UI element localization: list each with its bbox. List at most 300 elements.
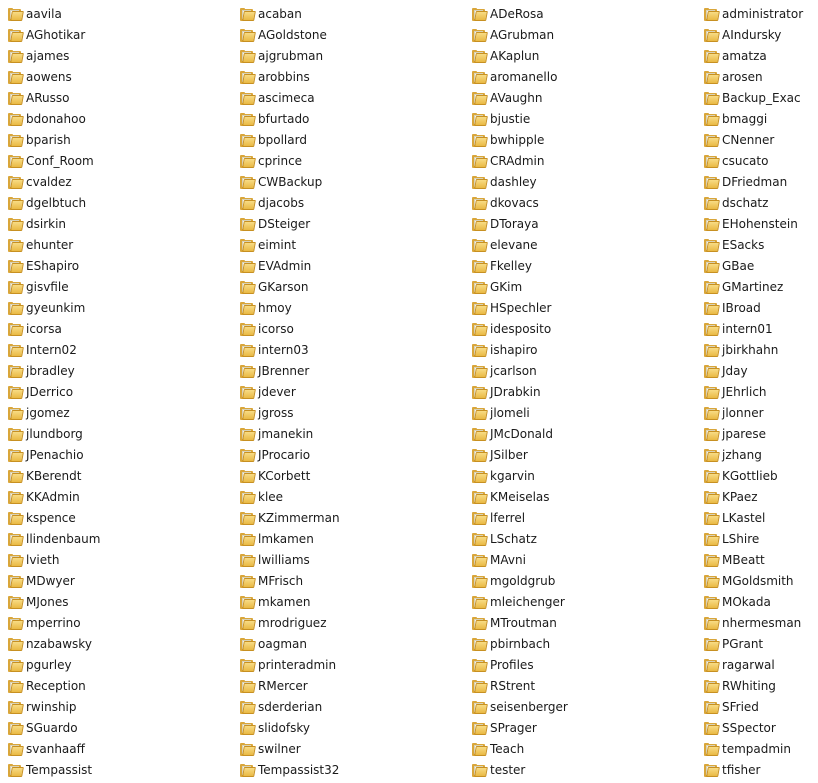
folder-label: klee <box>258 490 284 504</box>
folder-item[interactable] <box>464 529 696 550</box>
folder-icon <box>240 743 255 756</box>
folder-label: oagman <box>258 637 307 651</box>
folder-label: Intern02 <box>26 343 77 357</box>
folder-icon <box>8 239 23 252</box>
folder-label: ESacks <box>722 238 765 252</box>
folder-icon <box>8 155 23 168</box>
folder-label: GBae <box>722 259 755 273</box>
folder-item[interactable] <box>696 172 818 193</box>
folder-label: Jday <box>722 364 748 378</box>
folder-icon <box>8 638 23 651</box>
folder-item[interactable] <box>696 4 818 25</box>
folder-item[interactable] <box>232 214 464 235</box>
folder-icon <box>472 50 487 63</box>
folder-icon <box>472 8 487 21</box>
folder-item[interactable] <box>696 403 818 424</box>
folder-label: JBrenner <box>258 364 310 378</box>
folder-label: jlonner <box>722 406 764 420</box>
folder-icon <box>8 764 23 777</box>
folder-icon <box>704 659 719 672</box>
folder-item[interactable] <box>696 445 818 466</box>
folder-label: jgomez <box>26 406 70 420</box>
folder-item[interactable] <box>464 235 696 256</box>
folder-item[interactable] <box>0 424 232 445</box>
folder-icon <box>240 113 255 126</box>
folder-icon <box>8 659 23 672</box>
folder-label: GKarson <box>258 280 309 294</box>
folder-item[interactable] <box>232 550 464 571</box>
folder-item[interactable] <box>232 172 464 193</box>
folder-item[interactable] <box>0 151 232 172</box>
folder-item[interactable] <box>696 256 818 277</box>
folder-icon <box>704 71 719 84</box>
folder-label: Profiles <box>490 658 534 672</box>
folder-label: intern03 <box>258 343 309 357</box>
folder-label: cvaldez <box>26 175 72 189</box>
folder-label: gisvfile <box>26 280 69 294</box>
folder-item[interactable] <box>464 403 696 424</box>
folder-item[interactable] <box>464 214 696 235</box>
folder-icon <box>8 575 23 588</box>
folder-item[interactable] <box>0 382 232 403</box>
folder-item[interactable] <box>0 529 232 550</box>
folder-icon <box>240 260 255 273</box>
folder-icon <box>8 680 23 693</box>
folder-item[interactable] <box>464 718 696 739</box>
folder-icon <box>240 239 255 252</box>
folder-label: mkamen <box>258 595 311 609</box>
folder-item[interactable] <box>696 634 818 655</box>
folder-item[interactable] <box>464 46 696 67</box>
folder-icon <box>240 407 255 420</box>
folder-item[interactable] <box>0 109 232 130</box>
folder-item[interactable] <box>464 361 696 382</box>
folder-item[interactable] <box>0 466 232 487</box>
folder-item[interactable] <box>464 109 696 130</box>
folder-item[interactable] <box>696 214 818 235</box>
folder-item[interactable] <box>464 88 696 109</box>
folder-item[interactable] <box>696 361 818 382</box>
folder-icon <box>240 470 255 483</box>
folder-label: swilner <box>258 742 301 756</box>
folder-icon <box>240 302 255 315</box>
folder-icon <box>472 365 487 378</box>
folder-item[interactable] <box>696 571 818 592</box>
folder-item[interactable] <box>232 256 464 277</box>
folder-icon <box>704 743 719 756</box>
folder-icon <box>472 29 487 42</box>
folder-icon <box>704 575 719 588</box>
folder-item[interactable] <box>464 487 696 508</box>
folder-item[interactable] <box>696 340 818 361</box>
folder-item[interactable] <box>696 151 818 172</box>
folder-icon <box>472 113 487 126</box>
folder-label: JDerrico <box>26 385 74 399</box>
folder-item[interactable] <box>232 46 464 67</box>
folder-label: nhermesman <box>722 616 802 630</box>
folder-label: jdever <box>258 385 296 399</box>
folder-icon <box>472 134 487 147</box>
folder-item[interactable] <box>696 235 818 256</box>
folder-icon <box>8 344 23 357</box>
folder-item[interactable] <box>464 382 696 403</box>
folder-item[interactable] <box>464 172 696 193</box>
folder-item[interactable] <box>464 193 696 214</box>
folder-item[interactable] <box>232 760 464 781</box>
folder-label: icorso <box>258 322 294 336</box>
folder-label: AKaplun <box>490 49 540 63</box>
folder-label: PGrant <box>722 637 764 651</box>
folder-item[interactable] <box>464 256 696 277</box>
folder-label: elevane <box>490 238 538 252</box>
folder-item[interactable] <box>232 403 464 424</box>
folder-label: LShire <box>722 532 760 546</box>
folder-icon <box>240 8 255 21</box>
folder-item[interactable] <box>232 151 464 172</box>
folder-item[interactable] <box>464 739 696 760</box>
folder-item[interactable] <box>696 655 818 676</box>
folder-item[interactable] <box>232 634 464 655</box>
folder-icon <box>472 680 487 693</box>
folder-item[interactable] <box>0 172 232 193</box>
folder-label: SPrager <box>490 721 537 735</box>
folder-icon <box>472 575 487 588</box>
folder-item[interactable] <box>232 571 464 592</box>
folder-icon <box>472 533 487 546</box>
folder-item[interactable] <box>232 4 464 25</box>
folder-label: dkovacs <box>490 196 539 210</box>
folder-icon <box>8 596 23 609</box>
folder-item[interactable] <box>232 193 464 214</box>
folder-item[interactable] <box>464 634 696 655</box>
folder-icon <box>240 554 255 567</box>
folder-icon <box>8 29 23 42</box>
folder-label: jmanekin <box>258 427 314 441</box>
folder-item[interactable] <box>0 487 232 508</box>
folder-item[interactable] <box>464 508 696 529</box>
folder-label: mleichenger <box>490 595 565 609</box>
folder-item[interactable] <box>232 718 464 739</box>
folder-item[interactable] <box>464 760 696 781</box>
folder-item[interactable] <box>232 466 464 487</box>
folder-label: DSteiger <box>258 217 311 231</box>
folder-label: GMartinez <box>722 280 784 294</box>
folder-item[interactable] <box>0 235 232 256</box>
folder-item[interactable] <box>696 88 818 109</box>
folder-label: AGrubman <box>490 28 555 42</box>
folder-icon <box>240 617 255 630</box>
folder-icon <box>8 281 23 294</box>
folder-label: ajames <box>26 49 70 63</box>
folder-item[interactable] <box>232 655 464 676</box>
folder-item[interactable] <box>0 277 232 298</box>
folder-item[interactable] <box>232 613 464 634</box>
folder-label: DToraya <box>490 217 539 231</box>
folder-item[interactable] <box>696 424 818 445</box>
folder-label: seisenberger <box>490 700 568 714</box>
folder-label: DFriedman <box>722 175 788 189</box>
folder-label: ragarwal <box>722 658 775 672</box>
folder-item[interactable] <box>0 571 232 592</box>
folder-label: lwilliams <box>258 553 310 567</box>
folder-item[interactable] <box>0 508 232 529</box>
folder-item[interactable] <box>0 739 232 760</box>
folder-label: nzabawsky <box>26 637 92 651</box>
folder-item[interactable] <box>232 508 464 529</box>
folder-label: tfisher <box>722 763 761 777</box>
folder-item[interactable] <box>696 25 818 46</box>
folder-item[interactable] <box>696 529 818 550</box>
folder-item[interactable] <box>0 697 232 718</box>
folder-item[interactable] <box>464 298 696 319</box>
folder-label: Conf_Room <box>26 154 94 168</box>
folder-item[interactable] <box>0 67 232 88</box>
folder-icon <box>240 533 255 546</box>
folder-item[interactable] <box>232 277 464 298</box>
folder-label: bmaggi <box>722 112 768 126</box>
folder-item[interactable] <box>0 550 232 571</box>
folder-icon <box>8 365 23 378</box>
folder-icon <box>240 92 255 105</box>
folder-item[interactable] <box>232 298 464 319</box>
folder-label: acaban <box>258 7 302 21</box>
folder-item[interactable] <box>0 592 232 613</box>
folder-label: LKastel <box>722 511 766 525</box>
folder-item[interactable] <box>464 445 696 466</box>
folder-item[interactable] <box>0 88 232 109</box>
folder-icon <box>8 176 23 189</box>
folder-item[interactable] <box>0 760 232 781</box>
folder-item[interactable] <box>0 718 232 739</box>
folder-label: jcarlson <box>490 364 537 378</box>
folder-label: bpollard <box>258 133 307 147</box>
folder-item[interactable] <box>696 382 818 403</box>
folder-icon <box>704 512 719 525</box>
folder-item[interactable] <box>464 67 696 88</box>
folder-item[interactable] <box>0 403 232 424</box>
folder-item[interactable] <box>0 634 232 655</box>
folder-item[interactable] <box>0 256 232 277</box>
folder-label: EHohenstein <box>722 217 798 231</box>
folder-item[interactable] <box>464 319 696 340</box>
folder-item[interactable] <box>696 193 818 214</box>
folder-icon <box>8 470 23 483</box>
folder-item[interactable] <box>696 67 818 88</box>
folder-icon <box>704 554 719 567</box>
folder-item[interactable] <box>696 466 818 487</box>
folder-item[interactable] <box>232 529 464 550</box>
folder-label: CNenner <box>722 133 775 147</box>
folder-icon <box>240 701 255 714</box>
folder-item[interactable] <box>696 697 818 718</box>
folder-item[interactable] <box>696 613 818 634</box>
folder-label: JSilber <box>490 448 528 462</box>
folder-icon <box>472 302 487 315</box>
folder-label: hmoy <box>258 301 292 315</box>
folder-item[interactable] <box>696 277 818 298</box>
folder-icon <box>240 491 255 504</box>
folder-item[interactable] <box>696 319 818 340</box>
folder-label: IBroad <box>722 301 761 315</box>
folder-item[interactable] <box>464 466 696 487</box>
folder-icon <box>240 218 255 231</box>
folder-icon <box>472 218 487 231</box>
folder-label: dashley <box>490 175 537 189</box>
folder-icon <box>8 386 23 399</box>
folder-label: JProcario <box>258 448 311 462</box>
folder-item[interactable] <box>0 4 232 25</box>
folder-item[interactable] <box>232 445 464 466</box>
folder-item[interactable] <box>232 319 464 340</box>
folder-item[interactable] <box>232 739 464 760</box>
folder-icon <box>704 596 719 609</box>
folder-item[interactable] <box>232 130 464 151</box>
folder-item[interactable] <box>696 487 818 508</box>
folder-label: pbirnbach <box>490 637 551 651</box>
folder-icon <box>704 113 719 126</box>
folder-item[interactable] <box>232 487 464 508</box>
folder-item[interactable] <box>232 109 464 130</box>
folder-item[interactable] <box>696 592 818 613</box>
folder-label: aowens <box>26 70 72 84</box>
folder-icon <box>472 155 487 168</box>
folder-item[interactable] <box>696 760 818 781</box>
folder-icon <box>240 176 255 189</box>
folder-label: Tempassist <box>26 763 93 777</box>
folder-icon <box>8 491 23 504</box>
folder-label: KBerendt <box>26 469 82 483</box>
folder-item[interactable] <box>232 676 464 697</box>
folder-icon <box>240 764 255 777</box>
folder-item[interactable] <box>0 130 232 151</box>
folder-label: JPenachio <box>26 448 84 462</box>
folder-item[interactable] <box>696 298 818 319</box>
folder-icon <box>472 701 487 714</box>
folder-label: KCorbett <box>258 469 311 483</box>
folder-item[interactable] <box>464 4 696 25</box>
folder-icon <box>472 617 487 630</box>
folder-label: dschatz <box>722 196 769 210</box>
folder-icon <box>472 428 487 441</box>
folder-item[interactable] <box>232 235 464 256</box>
folder-item[interactable] <box>696 508 818 529</box>
folder-item[interactable] <box>696 550 818 571</box>
folder-item[interactable] <box>464 151 696 172</box>
folder-item[interactable] <box>464 676 696 697</box>
folder-icon <box>240 575 255 588</box>
folder-item[interactable] <box>0 655 232 676</box>
folder-item[interactable] <box>696 46 818 67</box>
folder-item[interactable] <box>0 676 232 697</box>
folder-item[interactable] <box>464 130 696 151</box>
folder-item[interactable] <box>464 613 696 634</box>
folder-item[interactable] <box>464 550 696 571</box>
folder-icon <box>704 92 719 105</box>
folder-icon <box>472 239 487 252</box>
folder-item[interactable] <box>232 382 464 403</box>
folder-item[interactable] <box>0 340 232 361</box>
folder-item[interactable] <box>696 676 818 697</box>
folder-item[interactable] <box>464 340 696 361</box>
folder-item[interactable] <box>0 613 232 634</box>
folder-label: pgurley <box>26 658 72 672</box>
folder-item[interactable] <box>232 25 464 46</box>
folder-label: MJones <box>26 595 69 609</box>
folder-item[interactable] <box>0 25 232 46</box>
folder-item[interactable] <box>0 193 232 214</box>
folder-label: Fkelley <box>490 259 532 273</box>
folder-item[interactable] <box>464 571 696 592</box>
folder-label: arosen <box>722 70 763 84</box>
folder-item[interactable] <box>232 340 464 361</box>
folder-item[interactable] <box>0 46 232 67</box>
folder-label: RStrent <box>490 679 536 693</box>
folder-item[interactable] <box>0 445 232 466</box>
folder-item[interactable] <box>464 424 696 445</box>
folder-label: mgoldgrub <box>490 574 556 588</box>
folder-item[interactable] <box>464 592 696 613</box>
folder-item[interactable] <box>464 277 696 298</box>
folder-icon <box>240 512 255 525</box>
folder-item[interactable] <box>696 109 818 130</box>
folder-label: KPaez <box>722 490 758 504</box>
folder-item[interactable] <box>464 697 696 718</box>
folder-item[interactable] <box>696 130 818 151</box>
folder-label: mperrino <box>26 616 81 630</box>
folder-icon <box>8 113 23 126</box>
folder-item[interactable] <box>464 655 696 676</box>
folder-item[interactable] <box>696 739 818 760</box>
folder-icon <box>472 386 487 399</box>
folder-item[interactable] <box>0 214 232 235</box>
folder-label: bparish <box>26 133 71 147</box>
folder-label: jbradley <box>26 364 75 378</box>
folder-label: GKim <box>490 280 523 294</box>
folder-item[interactable] <box>232 361 464 382</box>
folder-item[interactable] <box>0 298 232 319</box>
folder-icon <box>240 386 255 399</box>
folder-label: RMercer <box>258 679 308 693</box>
folder-icon <box>8 743 23 756</box>
folder-label: printeradmin <box>258 658 337 672</box>
folder-icon <box>8 134 23 147</box>
folder-item[interactable] <box>232 697 464 718</box>
folder-item[interactable] <box>0 361 232 382</box>
folder-label: ARusso <box>26 91 70 105</box>
folder-icon <box>704 365 719 378</box>
folder-label: ajgrubman <box>258 49 324 63</box>
folder-icon <box>472 512 487 525</box>
folder-item[interactable] <box>232 592 464 613</box>
folder-icon <box>240 722 255 735</box>
folder-label: aavila <box>26 7 62 21</box>
folder-icon <box>704 407 719 420</box>
folder-icon <box>472 71 487 84</box>
folder-item[interactable] <box>696 718 818 739</box>
folder-item[interactable] <box>232 88 464 109</box>
folder-item[interactable] <box>232 424 464 445</box>
folder-item[interactable] <box>464 25 696 46</box>
folder-label: administrator <box>722 7 804 21</box>
folder-label: RWhiting <box>722 679 776 693</box>
folder-icon <box>472 470 487 483</box>
folder-icon <box>704 533 719 546</box>
folder-item[interactable] <box>232 67 464 88</box>
folder-label: sderderian <box>258 700 323 714</box>
folder-item[interactable] <box>0 319 232 340</box>
folder-label: mrodriguez <box>258 616 327 630</box>
folder-label: ascimeca <box>258 91 315 105</box>
